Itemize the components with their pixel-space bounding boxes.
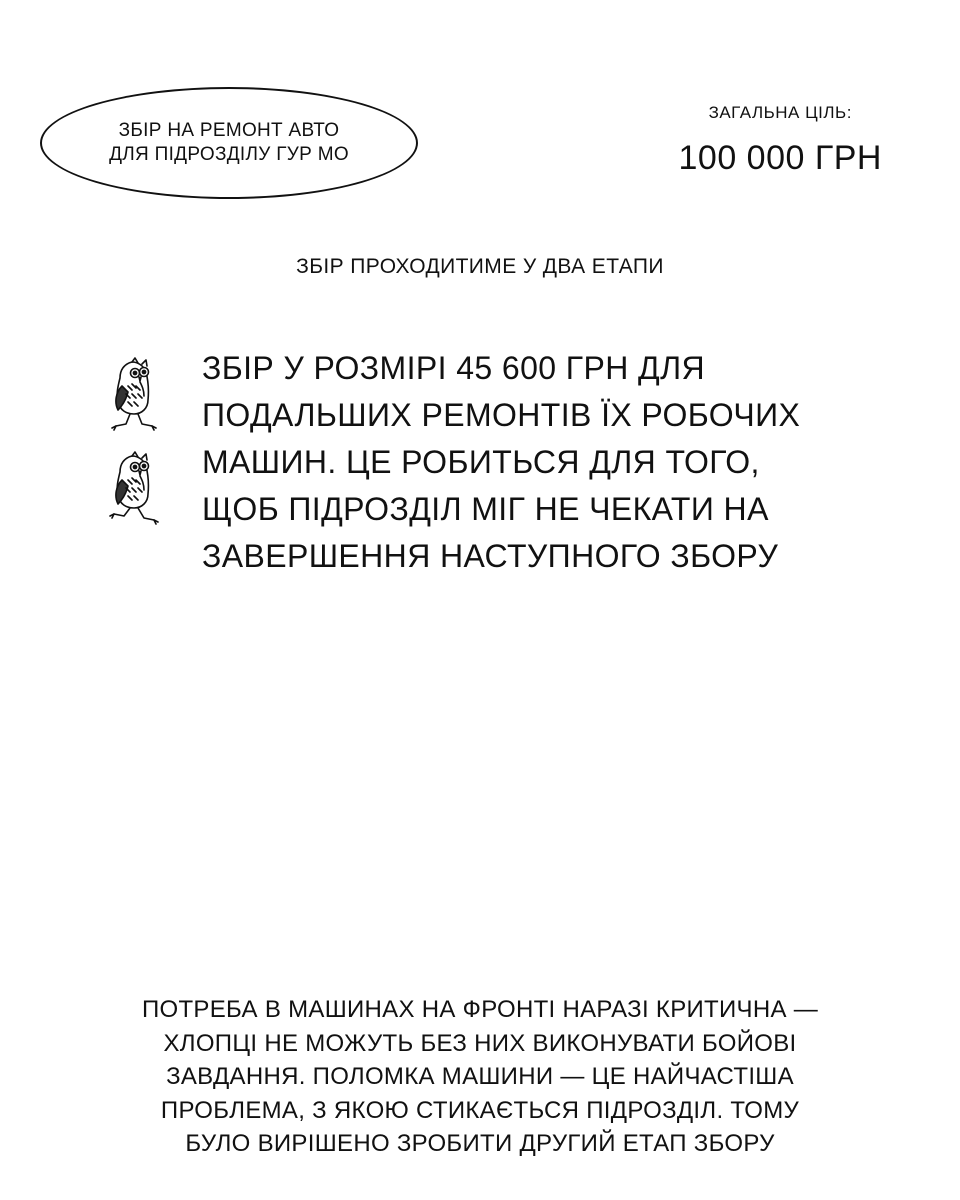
owl-icon [102,450,162,526]
goal-amount: 100 000 ГРН [678,139,882,177]
stage-text-line: ЗАВЕРШЕННЯ НАСТУПНОГО ЗБОРУ [202,538,779,575]
fundraiser-badge [40,87,418,199]
footer-line: БУЛО ВИРІШЕНО ЗРОБИТИ ДРУГИЙ ЕТАП ЗБОРУ [185,1130,775,1158]
stage-text-line: ПОДАЛЬШИХ РЕМОНТІВ ЇХ РОБОЧИХ [202,397,801,434]
footer-paragraph [0,993,960,1161]
stages-heading: ЗБІР ПРОХОДИТИМЕ У ДВА ЕТАПИ [296,255,664,278]
stage-text-line: ЩОБ ПІДРОЗДІЛ МІГ НЕ ЧЕКАТИ НА [202,491,769,528]
goal-label: ЗАГАЛЬНА ЦІЛЬ: [708,103,852,122]
owl-icon [102,356,162,432]
footer-line: ПРОБЛЕМА, З ЯКОЮ СТИКАЄТЬСЯ ПІДРОЗДІЛ. ТОМУ [160,1096,800,1124]
badge-line-1: ЗБІР НА РЕМОНТ АВТО [118,120,340,142]
footer-line: ЗАВДАННЯ. ПОЛОМКА МАШИНИ — ЦЕ НАЙЧАСТІША [166,1063,794,1091]
stage-text-line: ЗБІР У РОЗМІРІ 45 600 ГРН ДЛЯ [202,350,706,386]
footer-line: ХЛОПЦІ НЕ МОЖУТЬ БЕЗ НИХ ВИКОНУВАТИ БОЙОВІ [163,1029,797,1057]
footer-line: ПОТРЕБА В МАШИНАХ НА ФРОНТІ НАРАЗІ КРИТИЧНА — [141,996,819,1023]
badge-line-2: ДЛЯ ПІДРОЗДІЛУ ГУР МО [109,144,349,165]
stage-one-description [202,345,922,580]
stage-text-line: МАШИН. ЦЕ РОБИТЬСЯ ДЛЯ ТОГО, [202,444,760,481]
goal-block [679,103,883,178]
